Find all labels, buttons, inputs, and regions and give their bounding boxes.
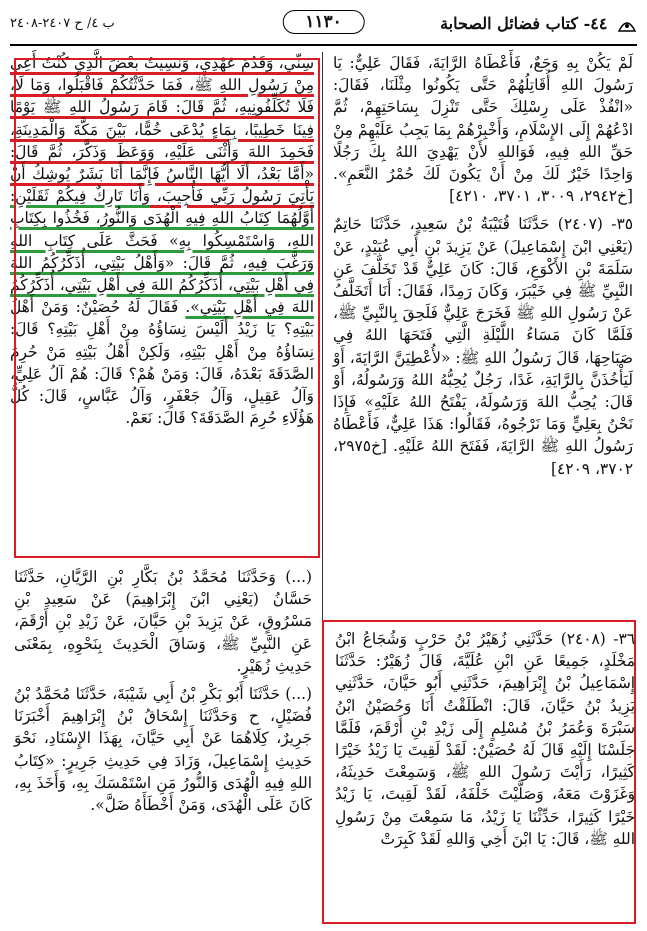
header-rule	[10, 44, 637, 46]
red-highlight-box	[322, 620, 636, 924]
red-highlight-box	[14, 58, 320, 558]
red-underlined-text: سِنِّي، وَقَدُمَ عَهْدِي، وَنَسِيتُ بَعْضَ الَّذِي كُنْتُ أَعِي مِنْ رَسُولِ اللهِ ﷺ، فَمَا حَدَّثْتُكُمْ فَاقْبَلُوا، وَمَا لَا، فَلَا تُكَلِّفُونِيهِ، ثُمَّ قَالَ: قَامَ رَسُولُ اللهِ ﷺ يَوْمًا فِينَا خَطِيبًا، بِمَاءٍ يُدْعَى خُمًّا، بَيْنَ مَكَّةَ وَالْمَدِينَةِ، فَحَمِدَ اللهَ وَأَثْنَى عَلَيْهِ، وَوَعَظَ وَذَكَّرَ، ثُمَّ قَالَ: «أَمَّا بَعْدُ، أَلَا أَيُّهَا النَّاسُ فَإِنَّمَا أَنَا بَشَرٌ يُوشِكُ أَنْ يَأْتِيَ رَسُولُ رَبِّي فَأُجِيبَ،	[10, 54, 314, 206]
paragraph-hadith-35: ٣٥- (٢٤٠٧) حَدَّثَنَا قُتَيْبَةُ بْنُ سَعِيدٍ، حَدَّثَنَا حَاتِمٌ (يَعْنِي ابْنَ إِسْمَاعِيلَ) عَنْ يَزِيدَ بْنِ أَبِي عُبَيْدٍ، عَنْ سَلَمَةَ بْنِ الأَكْوَعِ، قَالَ: كَانَ عَلِيٌّ قَدْ تَخَلَّفَ عَنِ النَّبِيِّ ﷺ فِي خَيْبَرَ، وَكَانَ رَمِدًا، فَقَالَ: أَنَا أَتَخَلَّفُ عَنْ رَسُولِ اللهِ ﷺ فَخَرَجَ عَلِيٌّ فَلَحِقَ بِالنَّبِيِّ ﷺ، فَلَمَّا كَانَ مَسَاءُ اللَّيْلَةِ الَّتِي فَتَحَهَا اللهُ فِي صَبَاحِهَا، قَالَ رَسُولُ اللهِ ﷺ: «لأُعْطِيَنَّ الرَّايَةَ، أَوْ لَيَأْخُذَنَّ بِالرَّايَةِ، غَدًا، رَجُلٌ يُحِبُّهُ اللهُ وَرَسُولُهُ، أَوْ قَالَ: يُحِبُّ اللهَ وَرَسُولَهُ، يَفْتَحُ اللهُ عَلَيْهِ» فَإِذَا نَحْنُ بِعَلِيٍّ وَمَا نَرْجُوهُ، فَقَالُوا: هَذَا عَلِيٌّ، فَأَعْطَاهُ رَسُولُ اللهِ ﷺ الرَّايَةَ، فَفَتَحَ اللهُ عَلَيْهِ. [خ٢٩٧٥، ٣٧٠٢، ٤٢٠٩]	[333, 215, 633, 478]
page-header	[10, 8, 637, 48]
left-column-lower	[14, 566, 312, 822]
paragraph-hadith-36: ٣٦- (٢٤٠٨) حَدَّثَنِي زُهَيْرُ بْنُ حَرْبٍ وَشُجَاعُ ابْنُ مَخْلَدٍ، جَمِيعًا عَنِ ابْنِ عُلَيَّةَ، قَالَ زُهَيْرٌ: حَدَّثَنَا إِسْمَاعِيلُ بْنُ إِبْرَاهِيمَ، حَدَّثَنِي أَبُو حَيَّانَ، حَدَّثَنِي يَزِيدُ بْنُ حَيَّانَ، قَالَ: انْطَلَقْتُ أَنَا وَحُصَيْنُ ابْنُ سَبْرَةَ وَعُمَرُ بْنُ مُسْلِمٍ إِلَى زَيْدِ بْنِ أَرْقَمَ، فَلَمَّا جَلَسْنَا إِلَيْهِ قَالَ لَهُ حُصَيْنٌ: لَقَدْ لَقِيتَ يَا زَيْدُ خَيْرًا كَثِيرًا، رَأَيْتَ رَسُولَ اللهِ ﷺ، وَسَمِعْتَ حَدِيثَهُ، وَغَزَوْتَ مَعَهُ، وَصَلَّيْتَ خَلْفَهُ، لَقَدْ لَقِيتَ، يَا زَيْدُ خَيْرًا كَثِيرًا، حَدِّثْنَا يَا زَيْدُ، مَا سَمِعْتَ مِنْ رَسُولِ اللهِ ﷺ، قَالَ: يَا ابْنَ أَخِي وَاللهِ لَقَدْ كَبِرَتْ	[335, 630, 635, 848]
book-title-text: ٤٤- كتاب فضائل الصحابة	[440, 14, 608, 33]
book-title	[440, 14, 637, 33]
paragraph: (...) وَحَدَّثَنَا مُحَمَّدُ بْنُ بَكَّارِ بْنِ الرَّيَّانِ، حَدَّثَنَا حَسَّانُ (يَعْنِي ابْنَ إِبْرَاهِيمَ) عَنْ سَعِيدِ بْنِ مَسْرُوقٍ، عَنْ يَزِيدَ بْنِ حَيَّانَ، عَنْ زَيْدِ بْنِ أَرْقَمَ، عَنِ النَّبِيِّ ﷺ، وَسَاقَ الْحَدِيثَ بِنَحْوِهِ، بِمَعْنَى حَدِيثِ زُهَيْرٍ.	[14, 568, 312, 675]
plain-text: فَقَالَ لَهُ حُصَيْنٌ: وَمَنْ أَهْلُ بَيْتِهِ؟ يَا زَيْدُ أَلَيْسَ نِسَاؤُهُ مِنْ أَهْلِ بَيْتِهِ؟ قَالَ: نِسَاؤُهُ مِنْ أَهْلِ بَيْتِهِ، وَلَكِنْ أَهْلُ بَيْتِهِ مَنْ حُرِمَ الصَّدَقَةَ بَعْدَهُ، قَالَ: وَمَنْ هُمْ؟ قَالَ: هُمْ آلُ عَلِيٍّ، وَآلُ عَقِيلٍ، وَآلُ جَعْفَرٍ، وَآلُ عَبَّاسٍ، قَالَ: كُلُّ هَؤُلَاءِ حُرِمَ الصَّدَقَةَ؟ قَالَ: نَعَمْ.	[10, 298, 314, 428]
ornament-icon	[617, 17, 637, 33]
right-column	[333, 52, 633, 486]
green-underlined-text: وَأَنَا تَارِكٌ فِيكُمْ ثَقَلَيْنِ: أَوَّلُهُمَا كِتَابُ اللهِ فِيهِ الْهُدَى وَالنُّورُ، فَخُذُوا بِكِتَابِ اللهِ، وَاسْتَمْسِكُوا بِهِ» فَحَثَّ عَلَى كِتَابِ اللهِ وَرَغَّبَ فِيهِ، ثُمَّ قَالَ: «وَأَهْلُ بَيْتِي، أُذَكِّرُكُمُ اللهَ فِي أَهْلِ بَيْتِي، أُذَكِّرُكُمُ اللهَ فِي أَهْلِ بَيْتِي، أُذَكِّرُكُمُ اللهَ فِي أَهْلِ بَيْتِي».	[10, 187, 314, 317]
paragraph: (...) حَدَّثَنَا أَبُو بَكْرِ بْنُ أَبِي شَيْبَةَ، حَدَّثَنَا مُحَمَّدُ بْنُ فُضَيْلٍ، ح وَحَدَّثَنَا إِسْحَاقُ بْنُ إِبْرَاهِيمَ أَخْبَرَنَا جَرِيرٌ، كِلَاهُمَا عَنْ أَبِي حَيَّانَ، بِهَذَا الإِسْنَادِ، نَحْوَ حَدِيثِ إِسْمَاعِيلَ، وَزَادَ فِي حَدِيثِ جَرِيرٍ: «كِتَابُ اللهِ فِيهِ الْهُدَى وَالنُّورُ مَنِ اسْتَمْسَكَ بِهِ، وَأَخَذَ بِهِ، كَانَ عَلَى الْهُدَى، وَمَنْ أَخْطَأَهُ ضَلَّ».	[14, 685, 312, 815]
hadith-reference: ب ٤/ ح ٢٤٠٧-٢٤٠٨	[10, 16, 115, 31]
page-number: ١١٣٠	[282, 10, 365, 34]
paragraph: لَمْ يَكُنْ بِهِ وَجَعٌ، فَأَعْطَاهُ الرَّايَةَ، فَقَالَ عَلِيٌّ: يَا رَسُولَ اللهِ أُقَاتِلُهُمْ حَتَّى يَكُونُوا مِثْلَنَا، فَقَالَ: «انْفُذْ عَلَى رِسْلِكَ حَتَّى تَنْزِلَ بِسَاحَتِهِمْ، ثُمَّ ادْعُهُمْ إِلَى الإِسْلَامِ، وَأَخْبِرْهُمْ بِمَا يَجِبُ عَلَيْهِمْ مِنْ حَقِّ اللهِ فِيهِ، فَوَاللهِ لأَنْ يَهْدِيَ اللهُ بِكَ رَجُلًا وَاحِدًا خَيْرٌ لَكَ مِنْ أَنْ يَكُونَ لَكَ حُمْرُ النَّعَمِ». [خ٢٩٤٢، ٣٠٠٩، ٣٧٠١، ٤٢١٠]	[333, 54, 633, 206]
